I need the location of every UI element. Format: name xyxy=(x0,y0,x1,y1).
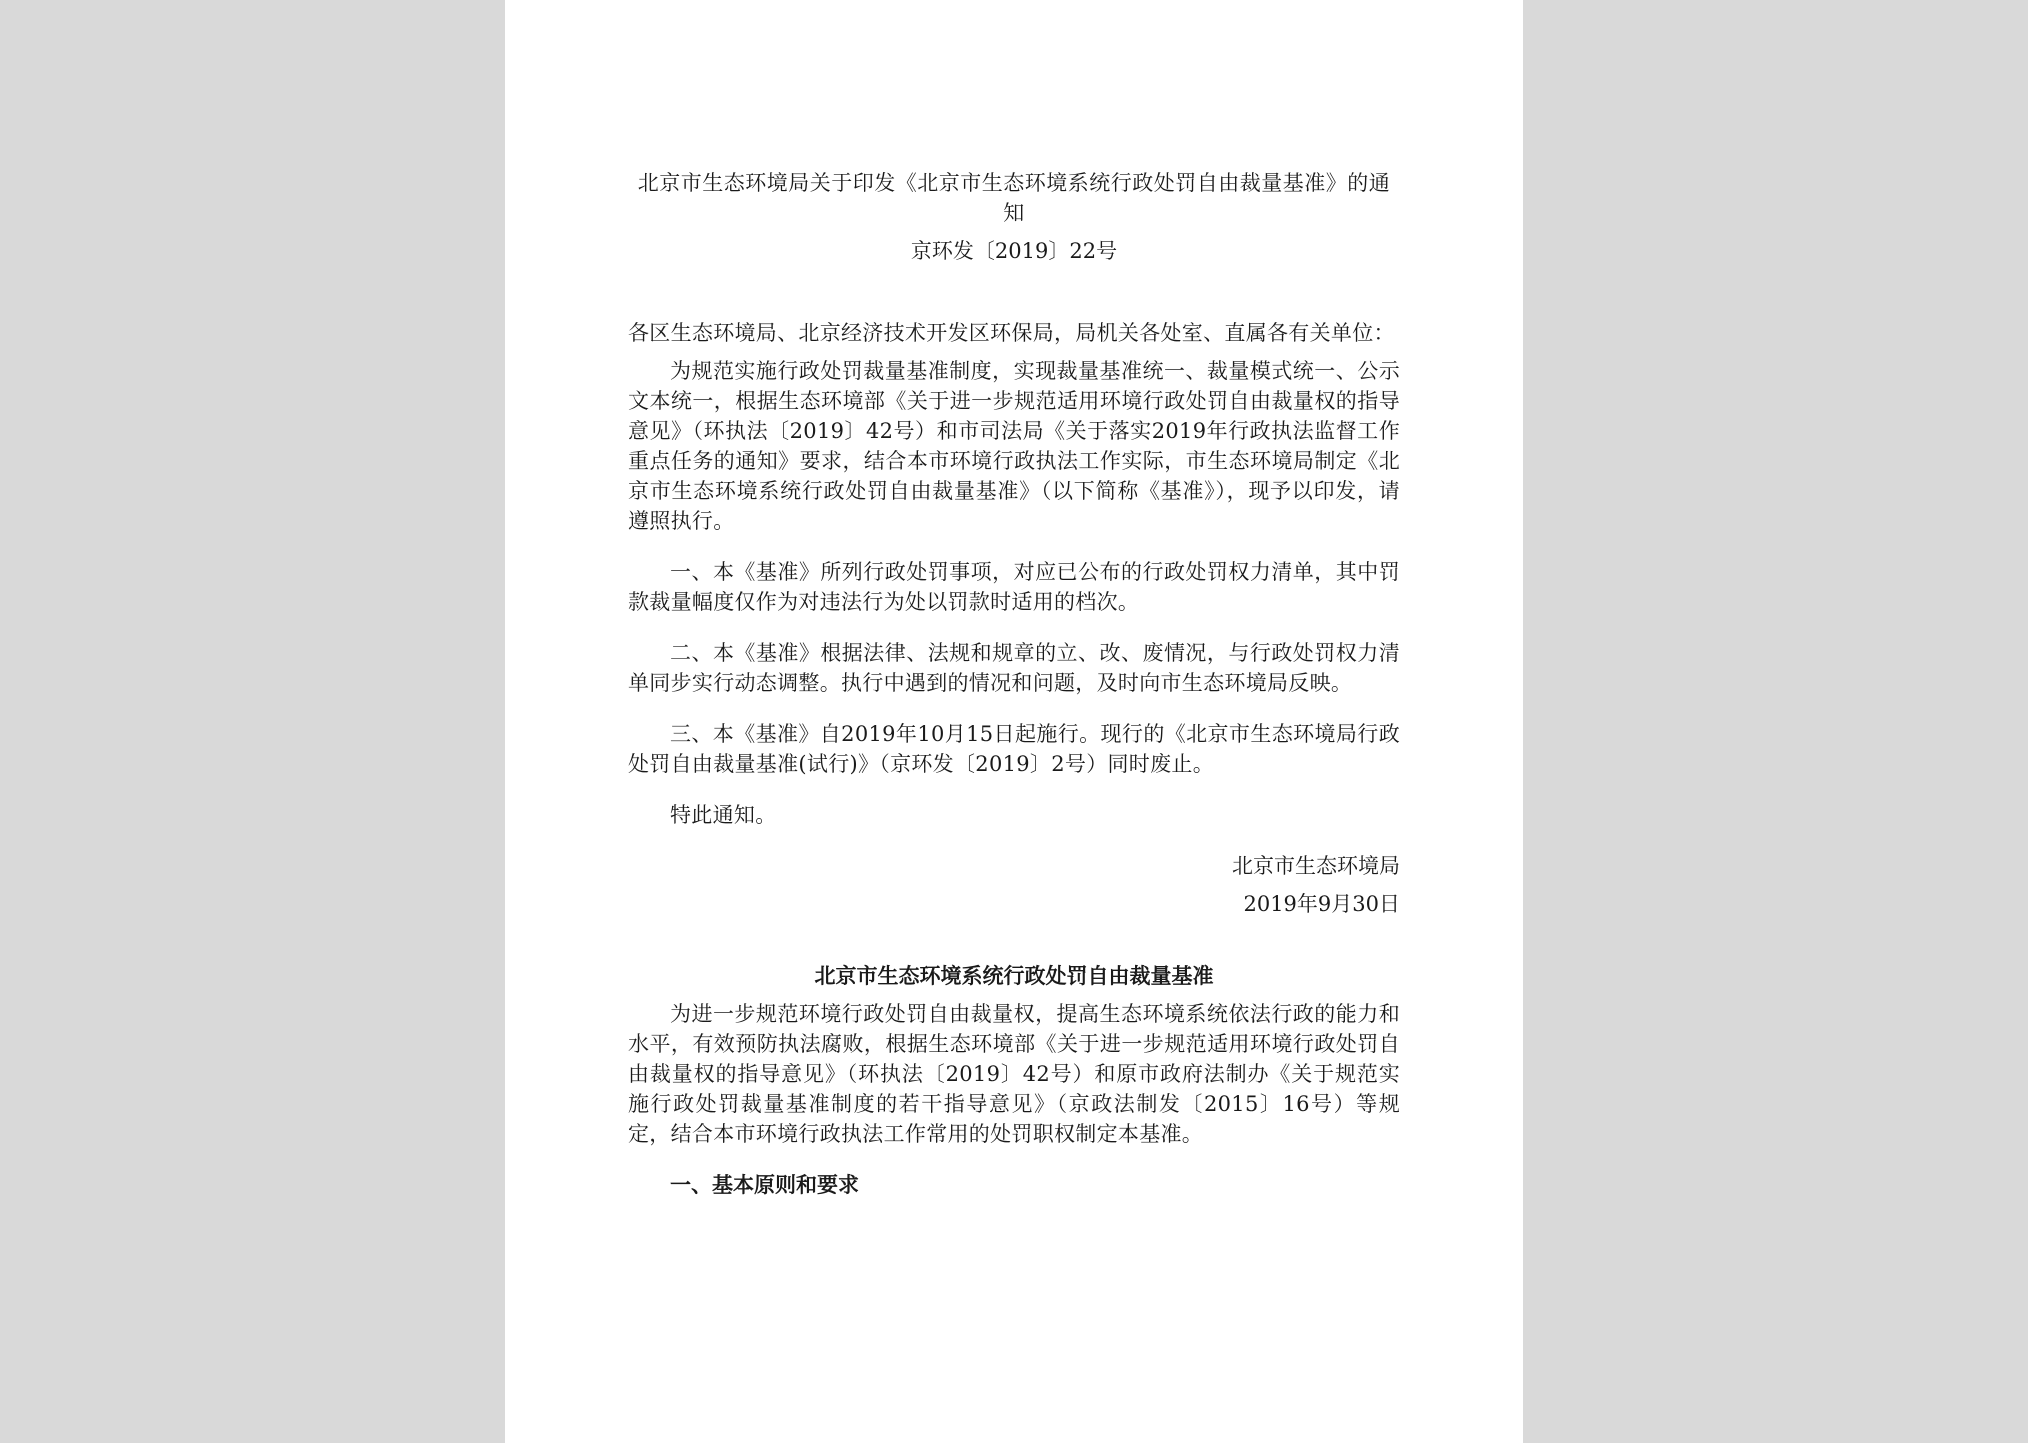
issue-date: 2019年9月30日 xyxy=(1243,892,1400,916)
paragraph-4: 三、本《基准》自2019年10月15日起施行。现行的《北京市生态环境局行政处罚自由裁量基准(试行)》（京环发〔2019〕2号）同时废止。 xyxy=(628,722,1400,776)
intro-paragraph: 为进一步规范环境行政处罚自由裁量权，提高生态环境系统依法行政的能力和水平，有效预防执法腐败，根据生态环境部《关于进一步规范适用环境行政处罚自由裁量权的指导意见》（环执法〔2019〕42号）和原市政府法制办《关于规范实施行政处罚裁量基准制度的若干指导意见》（京政法制发〔2015〕16号）等规定，结合本市环境行政执法工作常用的处罚职权制定本基准。 xyxy=(628,1002,1400,1146)
document-number: 京环发〔2019〕22号 xyxy=(910,239,1118,263)
document-page xyxy=(505,0,1523,1443)
attachment-title: 北京市生态环境系统行政处罚自由裁量基准 xyxy=(814,964,1214,988)
section-heading: 一、基本原则和要求 xyxy=(670,1173,859,1197)
addressee: 各区生态环境局、北京经济技术开发区环保局，局机关各处室、直属各有关单位： xyxy=(628,321,1395,345)
issuer-signature: 北京市生态环境局 xyxy=(1232,854,1400,878)
document-title: 北京市生态环境局关于印发《北京市生态环境系统行政处罚自由裁量基准》的通知 xyxy=(637,171,1391,225)
paragraph-2: 一、本《基准》所列行政处罚事项，对应已公布的行政处罚权力清单，其中罚款裁量幅度仅作为对违法行为处以罚款时适用的档次。 xyxy=(628,560,1400,614)
document-content xyxy=(628,168,1400,1200)
paragraph-3: 二、本《基准》根据法律、法规和规章的立、改、废情况，与行政处罚权力清单同步实行动态调整。执行中遇到的情况和问题，及时向市生态环境局反映。 xyxy=(628,641,1400,695)
paragraph-5: 特此通知。 xyxy=(670,803,777,827)
paragraph-1: 为规范实施行政处罚裁量基准制度，实现裁量基准统一、裁量模式统一、公示文本统一，根据生态环境部《关于进一步规范适用环境行政处罚自由裁量权的指导意见》（环执法〔2019〕42号）和市司法局《关于落实2019年行政执法监督工作重点任务的通知》要求，结合本市环境行政执法工作实际，市生态环境局制定《北京市生态环境系统行政处罚自由裁量基准》（以下简称《基准》），现予以印发，请遵照执行。 xyxy=(628,359,1400,533)
